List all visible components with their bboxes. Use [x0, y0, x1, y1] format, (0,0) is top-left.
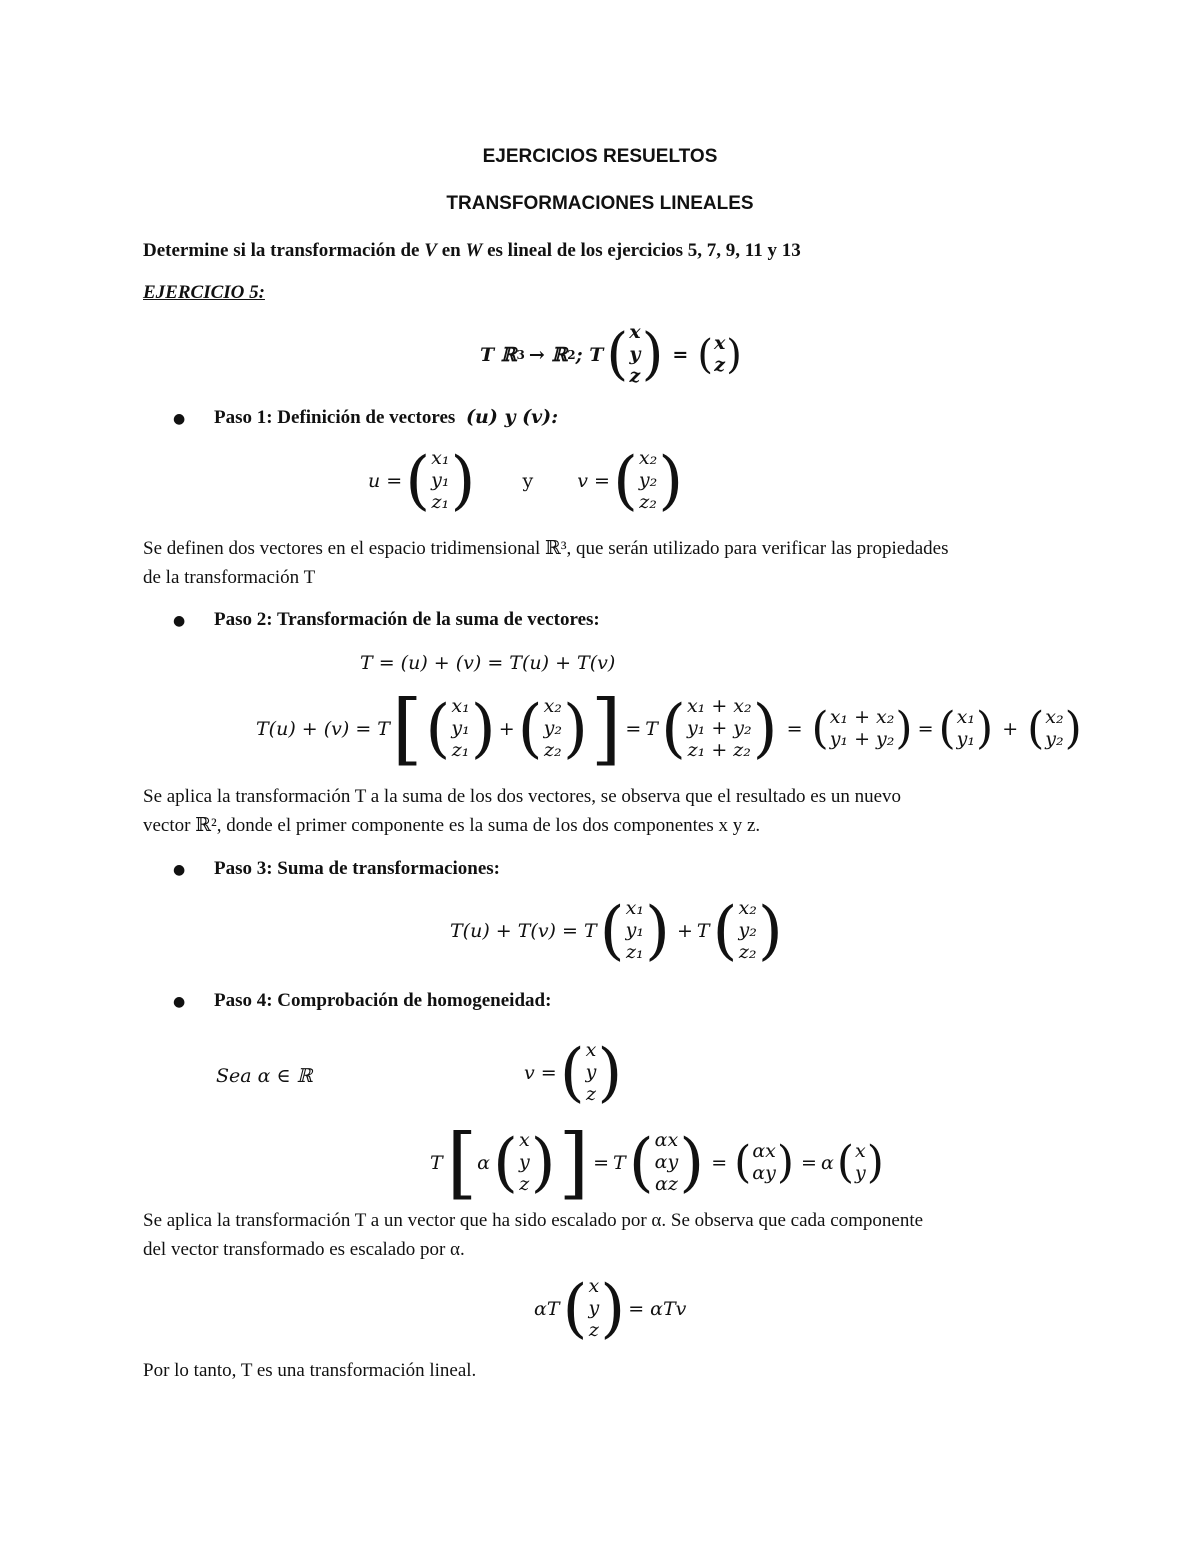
instruction-mid: en — [441, 240, 461, 261]
v-label: v = — [577, 469, 610, 492]
step-1-paragraph — [143, 534, 948, 592]
step-2-text-line-2: vector ℝ², donde el primer componente es la suma de los dos componentes x y z. — [143, 815, 761, 836]
exercise-label: EJERCICIO 5: — [143, 282, 265, 303]
instruction-v: V — [424, 240, 437, 261]
step-4-heading: ● Paso 4: Comprobación de homogeneidad: — [173, 990, 552, 1011]
v-vector: ( x₂ y₂ z₂ ) — [612, 443, 684, 518]
def-equals: = — [672, 343, 689, 366]
step-2-equation-1: T = (u) + (v) = T(u) + T(v) — [360, 652, 616, 674]
bullet-icon: ● — [173, 994, 186, 1010]
def-codomain-exp: 2 — [567, 347, 576, 362]
step-4-text-line-1: Se aplica la transformación T a un vector que ha sido escalado por α. Se observa que cada componente — [143, 1210, 924, 1231]
step-3-heading: ● Paso 3: Suma de transformaciones: — [173, 858, 500, 879]
bullet-icon: ● — [173, 862, 186, 878]
step-1-heading: ● Paso 1: Definición de vectores (u) y (v): — [173, 406, 559, 428]
step-1-text-line-1: Se definen dos vectores en el espacio tridimensional ℝ³, que serán utilizado para verificar las propiedades — [143, 538, 949, 559]
step-4-homogeneity-equation: T [ α ( x y z ) ] = T ( αx αy αz ) = ( αx αy ) = α ( x y ) — [430, 1118, 884, 1208]
def-semicolon: ; T — [575, 343, 604, 366]
bullet-icon: ● — [173, 613, 186, 629]
u-vector: ( x₁ y₁ z₁ ) — [405, 443, 476, 518]
def-output-vector: ( x z ) — [697, 331, 742, 378]
conclusion: Por lo tanto, T es una transformación lineal. — [143, 1360, 477, 1381]
step-1-vectors — [368, 443, 686, 518]
step-4-paragraph — [143, 1206, 923, 1264]
page-subtitle: TRANSFORMACIONES LINEALES — [446, 193, 754, 214]
def-map: T ℝ — [480, 343, 517, 366]
step-4-text-line-2: del vector transformado es escalado por α. — [143, 1239, 465, 1260]
step-2-equation-2: T(u) + (v) = T [ ( x₁ y₁ z₁ ) + ( x₂ y₂ z₂ ) ] = T ( x₁ + x₂ y₁ + y₂ z₁ + z₂ ) = ( x₁ + x₂ y₁ + y₂ ) = ( x₁ y₁ ) + ( x₂ y₂ ) — [256, 684, 1082, 774]
step-3-equation: T(u) + T(v) = T ( x₁ y₁ z₁ ) + T ( x₂ y₂ z₂ ) — [450, 893, 783, 968]
step-4-v-definition: v = ( x y z ) — [524, 1035, 623, 1110]
def-domain-exp: 3 — [516, 347, 525, 362]
vectors-joiner: y — [522, 469, 534, 492]
transformation-definition — [480, 322, 745, 388]
step-1-text-line-2: de la transformación T — [143, 567, 316, 588]
instruction-pre: Determine si la transformación de — [143, 240, 420, 261]
step-4-final-equation: αT ( x y z ) = αTv — [534, 1271, 687, 1346]
def-arrow: → ℝ — [528, 343, 568, 366]
bullet-icon: ● — [173, 411, 186, 427]
step-2-heading: ● Paso 2: Transformación de la suma de vectores: — [173, 609, 600, 630]
page-title: EJERCICIOS RESUELTOS — [482, 146, 718, 167]
instruction-post: es lineal de los ejercicios 5, 7, 9, 11 y 13 — [487, 240, 801, 261]
step-4-sea: Sea α ∈ ℝ — [216, 1065, 313, 1087]
instruction-line — [143, 240, 801, 262]
def-input-vector: ( x y z ) — [606, 321, 664, 387]
step-2-paragraph — [143, 782, 901, 840]
instruction-w: W — [465, 240, 483, 261]
u-label: u = — [368, 469, 403, 492]
step-2-text-line-1: Se aplica la transformación T a la suma de los dos vectores, se observa que el resultado es un nuevo — [143, 786, 902, 807]
